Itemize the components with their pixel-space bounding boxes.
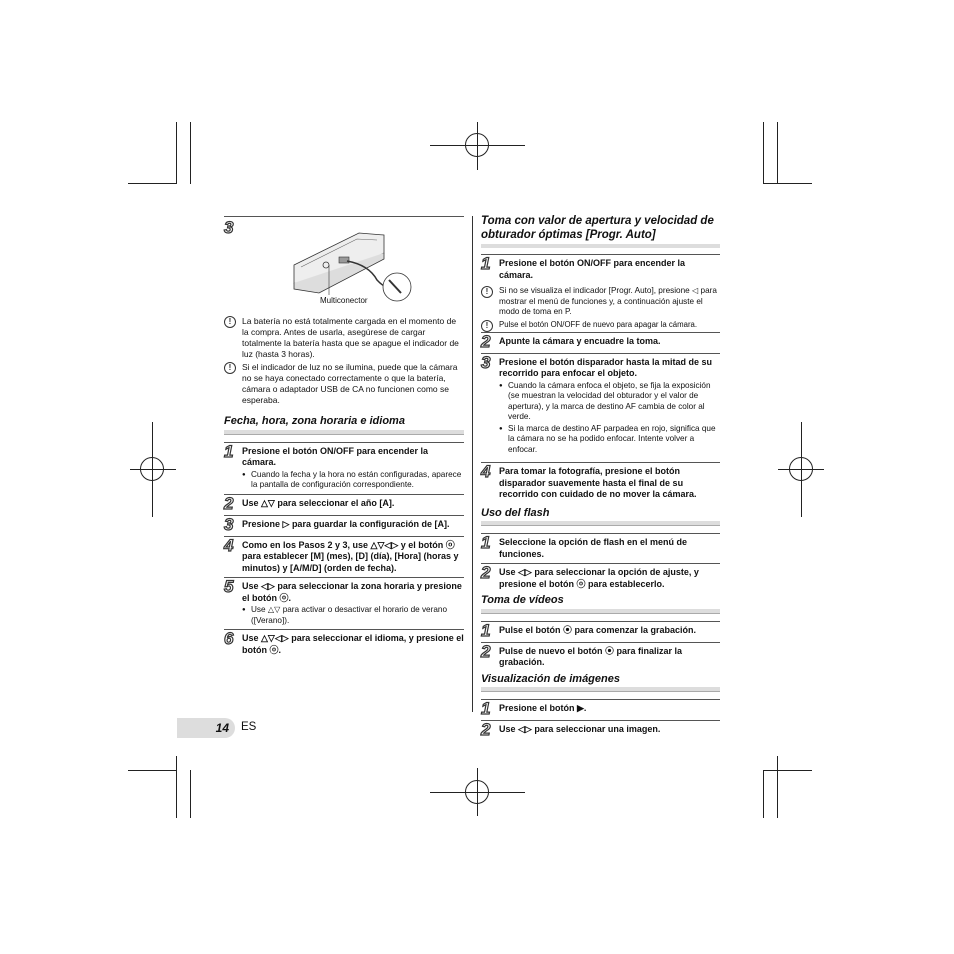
step-text: Para tomar la fotografía, presione el botón disparador suavemente hasta el final de su recorrido con cuidado de no mover la cámara.	[499, 466, 697, 499]
step	[481, 621, 720, 642]
step-number: 3	[224, 218, 234, 237]
step-number: 1	[481, 254, 491, 273]
step-text: Presione ▷ para guardar la configuración de [A].	[242, 518, 450, 529]
step	[481, 563, 720, 593]
step-bullet: ● Use △▽ para activar o desactivar el horario de verano ([Verano]).	[242, 605, 464, 626]
step-text: Use ◁▷ para seleccionar la opción de ajuste, y presione el botón ⓞ para establecerlo.	[499, 567, 699, 589]
step-text: Presione el botón disparador hasta la mitad de su recorrido para enfocar el objeto.	[499, 356, 713, 378]
steps-list	[481, 533, 720, 593]
step	[481, 533, 720, 563]
caution-icon: !	[224, 316, 236, 328]
step-number: 4	[224, 535, 234, 555]
crop-mark	[763, 770, 812, 771]
step-text: Presione el botón ▶.	[499, 703, 587, 713]
page-number-tab	[177, 718, 235, 738]
caution-icon: !	[224, 362, 236, 374]
step-number: 2	[481, 563, 491, 582]
page-number: 14	[215, 721, 229, 735]
crop-mark	[176, 756, 177, 818]
section-title: Toma de vídeos	[481, 595, 720, 613]
notes-block	[224, 316, 464, 406]
note: ! Si el indicador de luz no se ilumina, puede que la cámara no se haya conectado correctamente o que la batería, cámara o adaptador USB de CA no funcionen como se esperaba.	[224, 362, 464, 406]
step-number: 1	[481, 533, 491, 552]
step	[224, 536, 464, 578]
note: ! Si no se visualiza el indicador [Progr. Auto], presione ◁ para mostrar el menú de funciones y, a continuación ajuste el modo de toma en P.	[481, 286, 720, 318]
crop-mark	[190, 122, 191, 184]
figure-label: Multiconector	[320, 296, 368, 305]
step-number: 2	[481, 331, 491, 351]
step-text: Apunte la cámara y encuadre la toma.	[499, 335, 661, 346]
step	[224, 577, 464, 629]
step-number: 1	[481, 699, 491, 718]
crop-mark	[763, 183, 812, 184]
note: ! La batería no está totalmente cargada en el momento de la compra. Antes de usarla, asegúrese de cargar totalmente la batería hasta que se apague el indicador de luz (hasta 3 horas).	[224, 316, 464, 360]
registration-mark	[789, 457, 813, 481]
step-text: Use ◁▷ para seleccionar una imagen.	[499, 724, 661, 734]
crop-mark	[176, 122, 177, 184]
step-number: 2	[481, 641, 491, 661]
caution-icon: !	[481, 320, 493, 332]
step-text: Presione el botón ON/OFF para encender la cámara.	[242, 445, 429, 467]
section-title: Visualización de imágenes	[481, 674, 720, 692]
step-number: 3	[224, 514, 234, 534]
step-text: Presione el botón ON/OFF para encender la cámara.	[499, 258, 686, 280]
registration-mark	[465, 780, 489, 804]
step	[481, 462, 720, 504]
step	[481, 699, 720, 720]
camera-cable-illustration	[289, 225, 419, 305]
note: ! Pulse el botón ON/OFF de nuevo para apagar la cámara.	[481, 320, 720, 330]
step-number: 3	[481, 352, 491, 372]
step-number: 2	[224, 493, 234, 513]
steps-list	[481, 621, 720, 672]
language-code: ES	[241, 721, 257, 733]
step	[481, 254, 720, 284]
step-bullet: ● Cuando la cámara enfoca el objeto, se fija la exposición (se muestran la velocidad del obturador y el valor de apertura), y la marca de destino AF cambia de color al verde.	[499, 381, 720, 423]
step	[481, 720, 720, 741]
crop-mark	[128, 183, 177, 184]
crop-mark	[763, 770, 764, 818]
step-text: Use ◁▷ para seleccionar la zona horaria y presione el botón ⓞ.	[242, 581, 462, 603]
step-bullet: ● Cuando la fecha y la hora no están configuradas, aparece la pantalla de configuración correspondiente.	[242, 470, 464, 491]
step-text: Use △▽ para seleccionar el año [A].	[242, 497, 395, 508]
step	[481, 353, 720, 459]
step-text: Seleccione la opción de flash en el menú de funciones.	[499, 537, 688, 559]
crop-mark	[777, 756, 778, 818]
step-text: Use △▽◁▷ para seleccionar el idioma, y presione el botón ⓞ.	[242, 633, 464, 655]
registration-mark	[465, 133, 489, 157]
step-text: Pulse de nuevo el botón ⦿ para finalizar la grabación.	[499, 645, 683, 667]
step	[224, 629, 464, 659]
crop-mark	[763, 122, 764, 184]
right-column	[481, 214, 720, 741]
section-title: Uso del flash	[481, 508, 720, 526]
step-text: Pulse el botón ⦿ para comenzar la grabación.	[499, 624, 697, 635]
steps-list	[224, 442, 464, 660]
step-number: 6	[224, 629, 234, 648]
section-title: Toma con valor de apertura y velocidad de obturador óptimas [Progr. Auto]	[481, 214, 720, 248]
section-title: Fecha, hora, zona horaria e idioma	[224, 416, 464, 434]
step-text: Como en los Pasos 2 y 3, use △▽◁▷ y el botón ⓞ para establecer [M] (mes), [D] (día), [Hora] (horas y minutos) y [A/M/D] (orden de fecha).	[242, 539, 459, 573]
step-number: 4	[481, 462, 491, 481]
step	[224, 442, 464, 494]
step	[224, 515, 464, 536]
column-divider	[472, 216, 473, 712]
step-number: 5	[224, 577, 234, 596]
left-column	[224, 216, 464, 659]
step	[224, 494, 464, 515]
registration-mark	[140, 457, 164, 481]
crop-mark	[190, 770, 191, 818]
step	[481, 642, 720, 672]
step-number: 2	[481, 720, 491, 739]
steps-list	[481, 699, 720, 741]
caution-icon: !	[481, 286, 493, 298]
step-3-figure-block	[224, 216, 464, 312]
step-number: 1	[481, 620, 491, 640]
step-number: 1	[224, 441, 234, 461]
crop-mark	[777, 122, 778, 184]
step	[481, 332, 720, 353]
crop-mark	[128, 770, 177, 771]
step-bullet: ● Si la marca de destino AF parpadea en rojo, significa que la cámara no se ha podido enfocar. Intente volver a enfocar.	[499, 424, 720, 456]
